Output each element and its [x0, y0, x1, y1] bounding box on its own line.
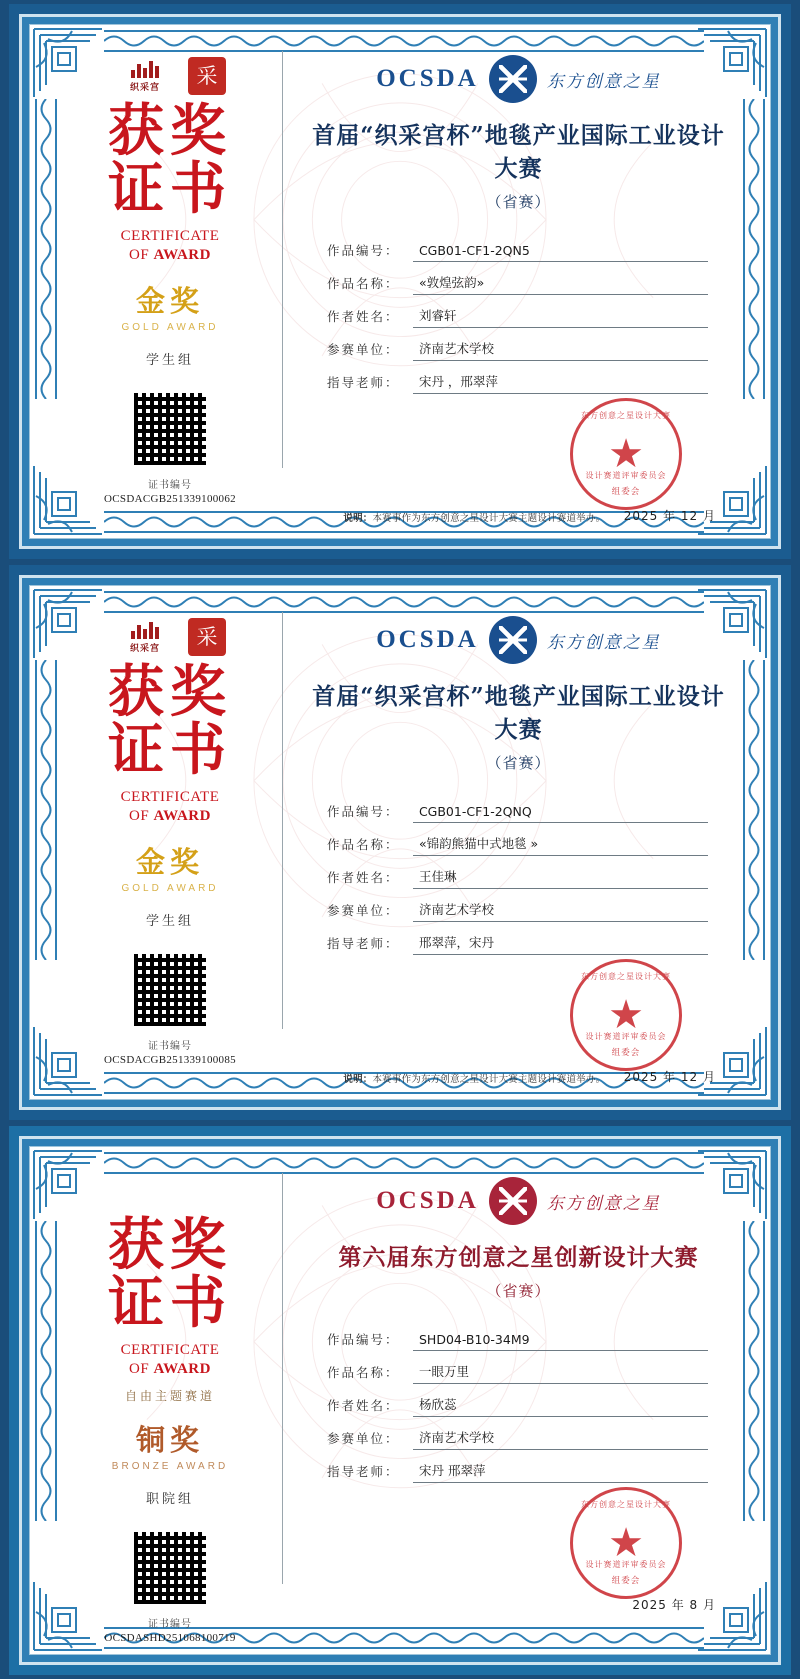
headline-line2: 证书	[108, 1270, 232, 1336]
field-value: 宋丹 邢翠萍	[413, 1461, 708, 1483]
group-category: 职院组	[145, 1490, 194, 1506]
field-label: 作品名称：	[326, 837, 400, 852]
seal-star-icon: ★	[608, 1521, 644, 1565]
certificate-en-line1: CERTIFICATE	[120, 789, 220, 805]
field-value: CGB01-CF1-2QNQ	[413, 804, 708, 823]
zhicaigong-logo-icon	[114, 56, 176, 96]
field-row	[327, 1455, 708, 1483]
ocsda-wordmark: OCSDA	[376, 1187, 479, 1214]
field-row	[327, 894, 708, 922]
group-category: 学生组	[145, 351, 194, 367]
brand-bar	[301, 612, 736, 668]
footer-note-text: 本赛事作为东方创意之星设计大赛主题设计赛道举办。	[372, 1074, 606, 1085]
award-level-en: BRONZE AWARD	[111, 1460, 229, 1472]
field-row	[327, 333, 708, 361]
fields-list	[327, 795, 708, 955]
certificate-number-label: 证书编号	[148, 479, 192, 491]
qr-code[interactable]	[131, 390, 209, 468]
official-seal-icon	[570, 959, 682, 1071]
seal-bottom-text: 组委会	[611, 1047, 641, 1057]
left-column	[64, 1169, 276, 1644]
logo-group	[114, 55, 226, 97]
certificate-en-title	[121, 1341, 220, 1379]
field-row	[327, 1389, 708, 1417]
seal-bottom-text: 组委会	[611, 486, 641, 496]
headline-line1: 获奖	[108, 98, 232, 164]
zhicaigong-logo-label: 织采宫	[129, 642, 160, 653]
seal-top-text: 东方创意之星设计大赛	[581, 1500, 671, 1509]
field-value: «敦煌弦韵»	[413, 273, 708, 295]
field-row	[327, 366, 708, 394]
field-row	[327, 828, 708, 856]
zhicaigong-logo-label: 织采宫	[129, 81, 160, 92]
seal-star-icon: ★	[608, 432, 644, 476]
field-value: 王佳琳	[413, 867, 708, 889]
seal-top-text: 东方创意之星设计大赛	[581, 972, 671, 981]
seal-logo-icon: 采	[188, 618, 226, 656]
issue-date: 2025 年 8 月	[632, 1598, 716, 1612]
footer-note	[325, 1071, 624, 1089]
fields-list	[327, 234, 708, 394]
footer-row	[325, 969, 716, 1089]
seal-mid-text: 设计赛道评审委员会	[585, 1032, 667, 1041]
competition-title: 第六届东方创意之星创新设计大赛	[338, 1244, 699, 1271]
ocsda-wordmark: OCSDA	[376, 65, 479, 92]
certificate-content	[30, 1147, 770, 1654]
ocsda-star-icon	[489, 616, 537, 664]
certificate-card-3	[9, 1126, 791, 1675]
brand-bar	[301, 51, 736, 107]
certificate-card-2	[9, 565, 791, 1120]
certificate-number-value: OCSDACGB251339100085	[104, 1053, 236, 1066]
seal-bottom-text: 组委会	[611, 1575, 641, 1585]
award-level-en: GOLD AWARD	[121, 882, 219, 894]
competition-subtitle: （省赛）	[486, 754, 551, 772]
qr-code[interactable]	[131, 1529, 209, 1607]
seal-star-icon: ★	[608, 993, 644, 1037]
field-row	[327, 234, 708, 262]
certificate-content	[30, 586, 770, 1099]
brand-name-cn: 东方创意之星	[546, 632, 661, 653]
group-category: 学生组	[145, 912, 194, 928]
field-label: 作品编号：	[326, 243, 400, 258]
certificate-en-title	[121, 227, 220, 265]
official-seal-icon	[570, 398, 682, 510]
field-label: 参赛单位：	[326, 342, 400, 357]
left-column	[64, 47, 276, 528]
field-label: 作者姓名：	[327, 1398, 400, 1413]
footer-row	[325, 1497, 716, 1617]
field-label: 作品名称：	[326, 276, 400, 291]
vertical-divider	[282, 51, 283, 468]
field-value: 邢翠萍，宋丹	[413, 933, 708, 955]
seal-mid-text: 设计赛道评审委员会	[585, 1560, 667, 1569]
field-row	[327, 795, 708, 823]
field-label: 参赛单位：	[327, 1431, 400, 1446]
certificate-body-2	[29, 585, 771, 1100]
field-label: 指导老师：	[327, 1464, 400, 1479]
footer-note-text: 本赛事作为东方创意之星设计大赛主题设计赛道举办。	[372, 513, 606, 524]
competition-subtitle: （省赛）	[486, 1282, 551, 1300]
right-column	[301, 1169, 736, 1644]
field-value: 刘睿轩	[413, 306, 708, 328]
headline	[108, 659, 232, 783]
seal-mid-text: 设计赛道评审委员会	[585, 471, 667, 480]
brand-name-cn: 东方创意之星	[546, 1193, 661, 1214]
field-value: 一眼万里	[413, 1362, 708, 1384]
certificate-body-3	[29, 1146, 771, 1655]
issue-date: 2025 年 12 月	[623, 1070, 716, 1084]
certificate-content	[30, 25, 770, 538]
certificate-en-title	[121, 788, 220, 826]
fields-list	[327, 1323, 708, 1483]
field-label: 作品编号：	[326, 804, 400, 819]
certificate-en-of: OF	[129, 1360, 154, 1377]
headline	[108, 98, 232, 222]
certificate-number-label: 证书编号	[148, 1618, 192, 1630]
certificate-border-1	[19, 14, 781, 549]
certificate-border-2	[19, 575, 781, 1110]
field-row	[327, 1356, 708, 1384]
zhicaigong-logo-icon	[114, 617, 176, 657]
seal-top-text: 东方创意之星设计大赛	[581, 411, 671, 420]
field-value: 杨欣蕊	[413, 1395, 708, 1417]
field-label: 作者姓名：	[326, 309, 400, 324]
issue-date: 2025 年 12 月	[623, 509, 716, 523]
field-row	[327, 1323, 708, 1351]
headline-line2: 证书	[108, 717, 232, 783]
headline-line1: 获奖	[108, 659, 232, 725]
footer-note	[325, 1613, 632, 1617]
footer-note	[325, 510, 624, 528]
award-level-cn: 金奖	[135, 844, 204, 879]
field-row	[327, 861, 708, 889]
certificate-number-label: 证书编号	[148, 1040, 192, 1052]
ocsda-wordmark: OCSDA	[376, 626, 479, 653]
vertical-divider	[282, 612, 283, 1029]
official-seal-icon	[570, 1487, 682, 1599]
headline-line1: 获奖	[108, 1212, 232, 1278]
field-row	[327, 927, 708, 955]
award-level-cn: 铜奖	[135, 1422, 204, 1457]
field-label: 指导老师：	[326, 936, 400, 951]
field-value: SHD04-B10-34M9	[413, 1332, 708, 1351]
field-value: «锦韵熊猫中式地毯 »	[413, 834, 708, 856]
competition-title: 首届“织采宫杯”地毯产业国际工业设计大赛	[312, 683, 725, 743]
field-label: 参赛单位：	[326, 903, 400, 918]
ocsda-star-icon	[489, 1177, 537, 1225]
footer-row	[325, 408, 716, 528]
ocsda-star-icon	[489, 55, 537, 103]
headline	[108, 1212, 232, 1336]
certificate-card-1	[9, 4, 791, 559]
field-value: 济南艺术学校	[413, 339, 708, 361]
brand-bar	[301, 1173, 736, 1229]
field-value: 宋丹 ，邢翠萍	[413, 372, 708, 394]
left-column	[64, 608, 276, 1089]
certificate-number-value: OCSDASHD251068100719	[104, 1631, 236, 1644]
field-value: CGB01-CF1-2QN5	[413, 243, 708, 262]
competition-track: 自由主题赛道	[124, 1388, 215, 1403]
footer-note-prefix: 说明：	[343, 1074, 373, 1085]
field-label: 作品编号：	[327, 1332, 400, 1347]
award-level-cn: 金奖	[135, 283, 204, 318]
logo-group	[114, 616, 226, 658]
field-label: 指导老师：	[326, 375, 400, 390]
headline-line2: 证书	[108, 156, 232, 222]
field-row	[327, 300, 708, 328]
competition-subtitle: （省赛）	[486, 193, 551, 211]
brand-name-cn: 东方创意之星	[546, 71, 661, 92]
footer-note-prefix: 说明：	[343, 513, 373, 524]
certificate-en-of: OF	[129, 246, 154, 263]
certificate-en-line1: CERTIFICATE	[120, 1342, 220, 1358]
field-row	[327, 267, 708, 295]
certificate-en-line1: CERTIFICATE	[120, 228, 220, 244]
seal-logo-icon: 采	[188, 57, 226, 95]
certificate-number-value: OCSDACGB251339100062	[104, 492, 236, 505]
certificate-body-1	[29, 24, 771, 539]
certificate-en-award: AWARD	[153, 807, 211, 824]
right-column	[301, 608, 736, 1089]
certificate-en-award: AWARD	[153, 1360, 211, 1377]
field-row	[327, 1422, 708, 1450]
competition-title: 首届“织采宫杯”地毯产业国际工业设计大赛	[312, 122, 725, 182]
field-label: 作品名称：	[327, 1365, 400, 1380]
certificate-border-3	[19, 1136, 781, 1665]
qr-code[interactable]	[131, 951, 209, 1029]
certificate-en-award: AWARD	[153, 246, 211, 263]
vertical-divider	[282, 1173, 283, 1584]
field-label: 作者姓名：	[326, 870, 400, 885]
award-level-en: GOLD AWARD	[121, 321, 219, 333]
field-value: 济南艺术学校	[413, 1428, 708, 1450]
right-column	[301, 47, 736, 528]
field-value: 济南艺术学校	[413, 900, 708, 922]
certificate-en-of: OF	[129, 807, 154, 824]
